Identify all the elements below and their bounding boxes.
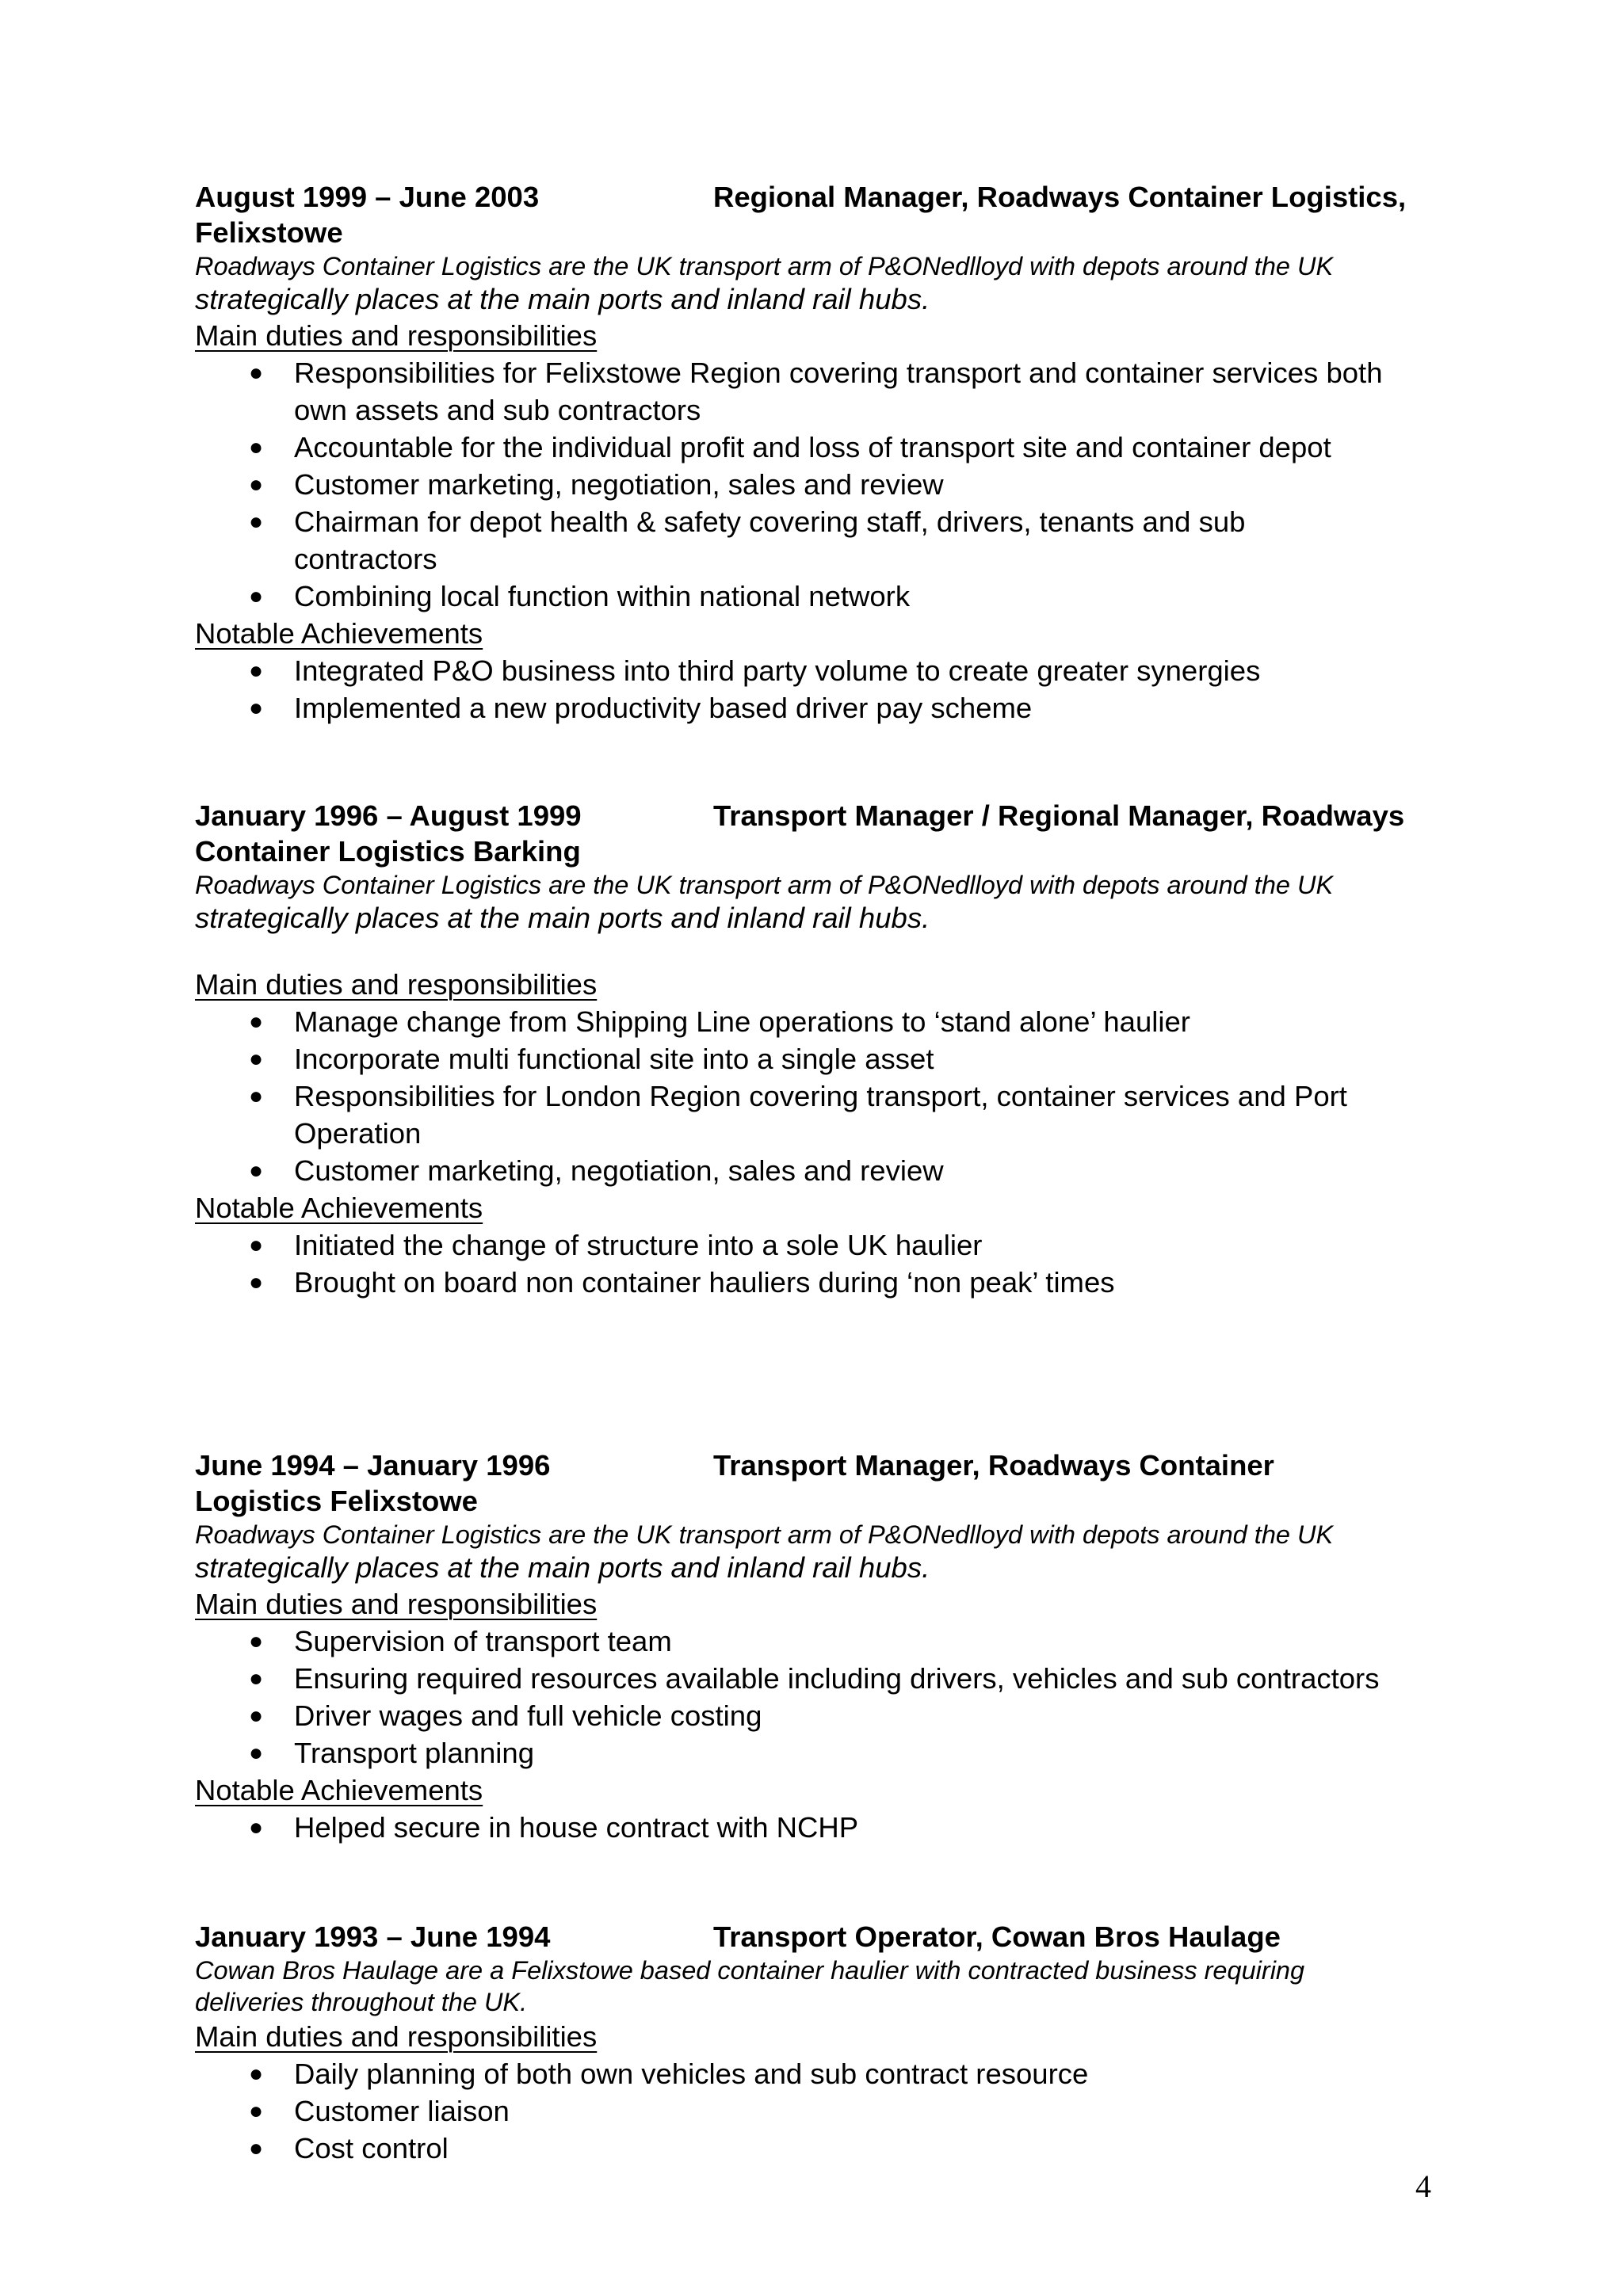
bullet-icon: ● xyxy=(249,1628,264,1654)
list-item-text: Manage change from Shipping Line operations to ‘stand alone’ haulier xyxy=(294,1005,1190,1038)
list-item xyxy=(195,2092,1447,2130)
job-heading xyxy=(195,1919,1447,1955)
list-item xyxy=(195,2055,1447,2092)
duties-list xyxy=(195,354,1447,615)
list-item xyxy=(195,429,1447,466)
company-description-line: Roadways Container Logistics are the UK transport arm of P&ONedlloyd with depots around the UK xyxy=(195,871,1334,899)
company-description xyxy=(195,869,1447,936)
company-description xyxy=(195,1955,1447,2018)
list-item xyxy=(195,1264,1447,1301)
company-description xyxy=(195,1519,1447,1585)
list-item-text: Integrated P&O business into third party volume to create greater synergies xyxy=(294,654,1261,687)
list-item-continuation xyxy=(195,391,1447,429)
bullet-icon: ● xyxy=(249,471,264,498)
list-item xyxy=(195,1734,1447,1772)
list-item xyxy=(195,1809,1447,1846)
list-item xyxy=(195,466,1447,503)
job-dates: June 1994 – January 1996 xyxy=(195,1449,551,1482)
achievements-list xyxy=(195,1226,1447,1301)
list-item xyxy=(195,652,1447,689)
bullet-icon: ● xyxy=(249,2061,264,2087)
list-item-text: Combining local function within national network xyxy=(294,580,911,612)
bullet-icon: ● xyxy=(249,1232,264,1258)
list-item-continuation xyxy=(195,1115,1447,1152)
achievements-list xyxy=(195,652,1447,727)
list-item-text: Incorporate multi functional site into a single asset xyxy=(294,1043,934,1075)
list-item xyxy=(195,503,1447,540)
achievements-heading: Notable Achievements xyxy=(195,1774,483,1806)
bullet-icon: ● xyxy=(249,658,264,684)
achievements-heading: Notable Achievements xyxy=(195,617,483,650)
bullet-icon: ● xyxy=(249,509,264,535)
list-item xyxy=(195,1040,1447,1077)
duties-heading: Main duties and responsibilities xyxy=(195,319,598,352)
duties-list xyxy=(195,2055,1447,2167)
bullet-icon: ● xyxy=(249,1046,264,1072)
job-dates: January 1993 – June 1994 xyxy=(195,1920,551,1953)
bullet-icon: ● xyxy=(249,695,264,721)
list-item-text: Supervision of transport team xyxy=(294,1625,672,1657)
list-item-text: own assets and sub contractors xyxy=(294,394,701,426)
list-item-text: Accountable for the individual profit and loss of transport site and container depot xyxy=(294,431,1331,463)
list-item xyxy=(195,1697,1447,1734)
company-description-line: deliveries throughout the UK. xyxy=(195,1988,528,2016)
bullet-icon: ● xyxy=(249,1665,264,1691)
list-item-text: Responsibilities for Felixstowe Region covering transport and container services both xyxy=(294,357,1383,389)
list-item-text: Implemented a new productivity based driver pay scheme xyxy=(294,692,1033,724)
bullet-icon: ● xyxy=(249,2135,264,2161)
list-item xyxy=(195,1077,1447,1115)
list-item xyxy=(195,354,1447,391)
list-item xyxy=(195,2130,1447,2167)
achievements-heading: Notable Achievements xyxy=(195,1192,483,1224)
job-heading xyxy=(195,179,1447,215)
list-item xyxy=(195,1003,1447,1040)
company-description-line: Roadways Container Logistics are the UK transport arm of P&ONedlloyd with depots around the UK xyxy=(195,1520,1334,1549)
job-title-continued: Logistics Felixstowe xyxy=(195,1485,478,1517)
company-description-line: Roadways Container Logistics are the UK transport arm of P&ONedlloyd with depots around the UK xyxy=(195,252,1334,280)
job-heading xyxy=(195,1447,1447,1483)
bullet-icon: ● xyxy=(249,1009,264,1035)
achievements-list xyxy=(195,1809,1447,1846)
list-item-text: Driver wages and full vehicle costing xyxy=(294,1699,762,1732)
bullet-icon: ● xyxy=(249,1158,264,1184)
company-description-line: strategically places at the main ports and inland rail hubs. xyxy=(195,902,930,934)
company-description-line: strategically places at the main ports and inland rail hubs. xyxy=(195,283,930,315)
job-title: Transport Manager, Roadways Container xyxy=(713,1449,1274,1482)
list-item-text: Operation xyxy=(294,1117,422,1150)
list-item-text: Chairman for depot health & safety covering staff, drivers, tenants and sub xyxy=(294,505,1246,538)
bullet-icon: ● xyxy=(249,1703,264,1729)
bullet-icon: ● xyxy=(249,434,264,460)
duties-list xyxy=(195,1003,1447,1189)
job-entry xyxy=(195,798,1447,1301)
list-item-text: Ensuring required resources available including drivers, vehicles and sub contractors xyxy=(294,1662,1380,1695)
job-entry xyxy=(195,179,1447,727)
company-description-line: Cowan Bros Haulage are a Felixstowe based container haulier with contracted business requiring xyxy=(195,1956,1305,1985)
duties-heading: Main duties and responsibilities xyxy=(195,1588,598,1620)
job-dates: January 1996 – August 1999 xyxy=(195,799,582,832)
list-item xyxy=(195,578,1447,615)
duties-list xyxy=(195,1623,1447,1772)
duties-heading: Main duties and responsibilities xyxy=(195,2020,598,2053)
list-item-text: Customer marketing, negotiation, sales and review xyxy=(294,468,944,501)
job-entry xyxy=(195,1919,1447,2167)
job-title: Regional Manager, Roadways Container Logistics, xyxy=(713,181,1407,213)
job-title: Transport Operator, Cowan Bros Haulage xyxy=(713,1920,1281,1953)
bullet-icon: ● xyxy=(249,1269,264,1295)
job-dates: August 1999 – June 2003 xyxy=(195,181,540,213)
list-item-text: Cost control xyxy=(294,2132,449,2164)
job-heading xyxy=(195,798,1447,833)
bullet-icon: ● xyxy=(249,1740,264,1766)
list-item xyxy=(195,1623,1447,1660)
list-item-text: contractors xyxy=(294,543,437,575)
list-item-text: Brought on board non container hauliers during ‘non peak’ times xyxy=(294,1266,1115,1299)
list-item-text: Daily planning of both own vehicles and sub contract resource xyxy=(294,2058,1089,2090)
page-number: 4 xyxy=(1415,2168,1431,2204)
company-description-line: strategically places at the main ports and inland rail hubs. xyxy=(195,1551,930,1584)
job-title-continued: Container Logistics Barking xyxy=(195,835,581,868)
list-item xyxy=(195,1226,1447,1264)
list-item-text: Helped secure in house contract with NCHP xyxy=(294,1811,859,1844)
bullet-icon: ● xyxy=(249,360,264,386)
list-item-text: Customer liaison xyxy=(294,2095,510,2127)
list-item xyxy=(195,689,1447,727)
duties-heading: Main duties and responsibilities xyxy=(195,968,598,1001)
bullet-icon: ● xyxy=(249,583,264,609)
job-entry xyxy=(195,1447,1447,1846)
list-item-text: Customer marketing, negotiation, sales and review xyxy=(294,1154,944,1187)
bullet-icon: ● xyxy=(249,2098,264,2124)
company-description xyxy=(195,250,1447,317)
bullet-icon: ● xyxy=(249,1083,264,1109)
bullet-icon: ● xyxy=(249,1814,264,1840)
list-item-continuation xyxy=(195,540,1447,578)
list-item-text: Initiated the change of structure into a sole UK haulier xyxy=(294,1229,983,1261)
list-item-text: Responsibilities for London Region covering transport, container services and Port xyxy=(294,1080,1347,1112)
list-item xyxy=(195,1152,1447,1189)
list-item-text: Transport planning xyxy=(294,1737,534,1769)
list-item xyxy=(195,1660,1447,1697)
job-title: Transport Manager / Regional Manager, Roadways xyxy=(713,799,1405,832)
job-title-continued: Felixstowe xyxy=(195,216,343,249)
